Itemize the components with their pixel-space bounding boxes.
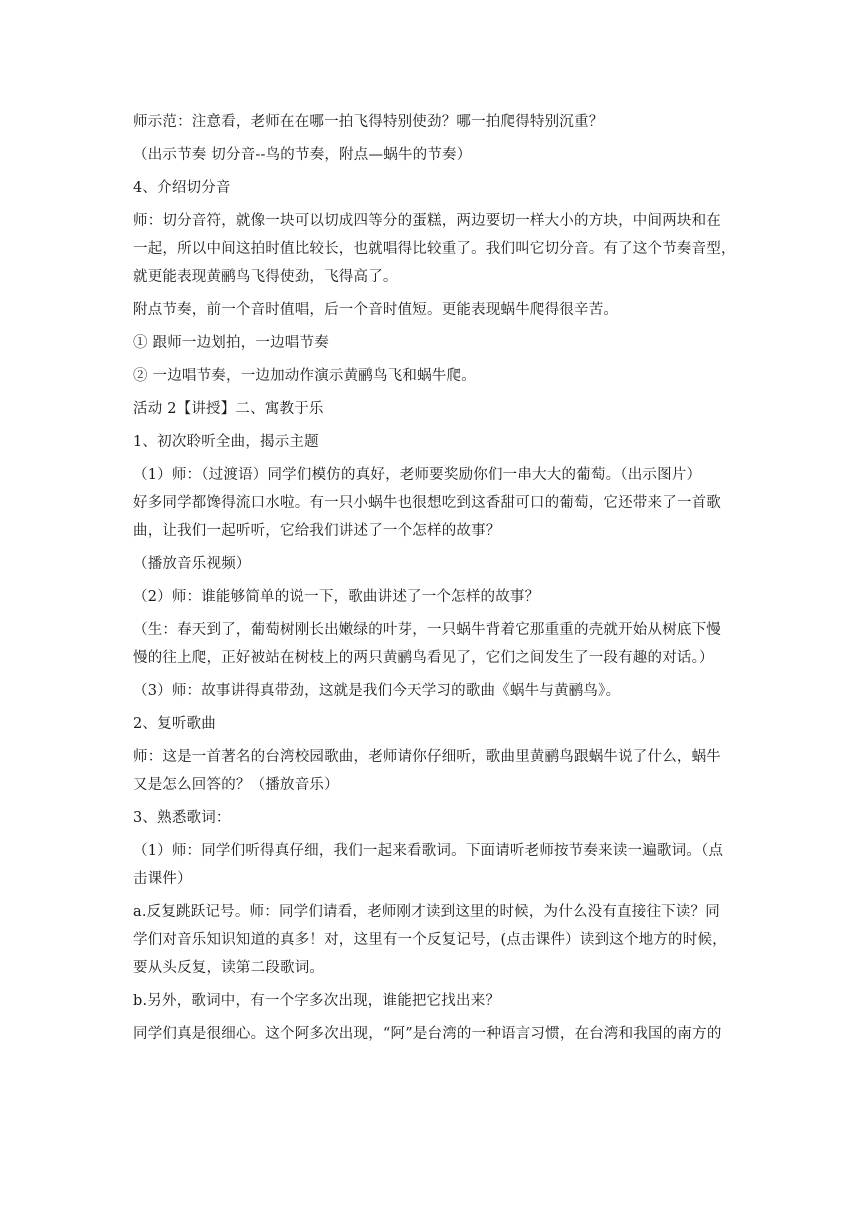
text-line: 好多同学都馋得流口水啦。有一只小蜗牛也很想吃到这香甜可口的葡萄，它还带来了一首歌 bbox=[133, 495, 721, 511]
text-line: （出示节奏 切分音--鸟的节奏，附点—蜗牛的节奏） bbox=[133, 147, 472, 163]
text-line: （2）师：谁能够简单的说一下，歌曲讲述了一个怎样的故事？ bbox=[133, 589, 540, 605]
text-line: 师示范：注意看，老师在在哪一拍飞得特别使劲？哪一拍爬得特别沉重？ bbox=[133, 114, 604, 130]
text-line: 附点节奏，前一个音时值唱，后一个音时值短。更能表现蜗牛爬得很辛苦。 bbox=[133, 302, 619, 318]
text-line: 师：这是一首著名的台湾校园歌曲，老师请你仔细听，歌曲里黄鹂鸟跟蜗牛说了什么，蜗牛 bbox=[133, 749, 721, 765]
text-line: 击课件） bbox=[133, 871, 192, 887]
text-line: 一起，所以中间这拍时值比较长，也就唱得比较重了。我们叫它切分音。有了这个节奏音型， bbox=[133, 241, 736, 257]
text-line: 3、熟悉歌词： bbox=[133, 810, 231, 826]
text-line: 1、初次聆听全曲，揭示主题 bbox=[133, 434, 319, 450]
text-line: （3）师：故事讲得真带劲，这就是我们今天学习的歌曲《蜗牛与黄鹂鸟》。 bbox=[133, 683, 621, 699]
text-line: 4、介绍切分音 bbox=[133, 180, 231, 196]
text-line: 2、复听歌曲 bbox=[133, 716, 216, 732]
text-line: ① 跟师一边划拍，一边唱节奏 bbox=[133, 335, 329, 351]
document-body bbox=[133, 108, 736, 1048]
text-line: 同学们真是很细心。这个阿多次出现，“阿”是台湾的一种语言习惯，在台湾和我国的南方的 bbox=[133, 1026, 722, 1042]
text-line: 曲，让我们一起听听，它给我们讲述了一个怎样的故事？ bbox=[133, 523, 501, 539]
text-line: ② 一边唱节奏，一边加动作演示黄鹂鸟飞和蜗牛爬。 bbox=[133, 368, 476, 384]
text-line: （生：春天到了，葡萄树刚长出嫩绿的叶芽，一只蜗牛背着它那重重的壳就开始从树底下慢 bbox=[133, 622, 721, 638]
text-line: 师：切分音符，就像一块可以切成四等分的蛋糕，两边要切一样大小的方块，中间两块和在 bbox=[133, 213, 721, 229]
text-line: （播放音乐视频） bbox=[133, 556, 251, 572]
text-line: 慢的往上爬，正好被站在树枝上的两只黄鹂鸟看见了，它们之间发生了一段有趣的对话。） bbox=[133, 650, 714, 666]
text-line: b.另外，歌词中，有一个字多次出现，谁能把它找出来？ bbox=[133, 993, 501, 1009]
text-line: a.反复跳跃记号。师：同学们请看，老师刚才读到这里的时候，为什么没有直接往下读？同 bbox=[133, 904, 720, 920]
text-line: （1）师：同学们听得真仔细，我们一起来看歌词。下面请听老师按节奏来读一遍歌词。（点 bbox=[133, 843, 724, 859]
text-line: 又是怎么回答的？（播放音乐） bbox=[133, 777, 339, 793]
text-line: 要从头反复，读第二段歌词。 bbox=[133, 960, 325, 976]
text-line: 就更能表现黄鹂鸟飞得使劲，飞得高了。 bbox=[133, 269, 398, 285]
text-line: 活动 2【讲授】二、寓教于乐 bbox=[133, 401, 324, 417]
text-line: 学们对音乐知识知道的真多！对，这里有一个反复记号，(点击课件）读到这个地方的时候， bbox=[133, 932, 727, 948]
text-line: （1）师：（过渡语）同学们模仿的真好，老师要奖励你们一串大大的葡萄。（出示图片） bbox=[133, 467, 702, 483]
